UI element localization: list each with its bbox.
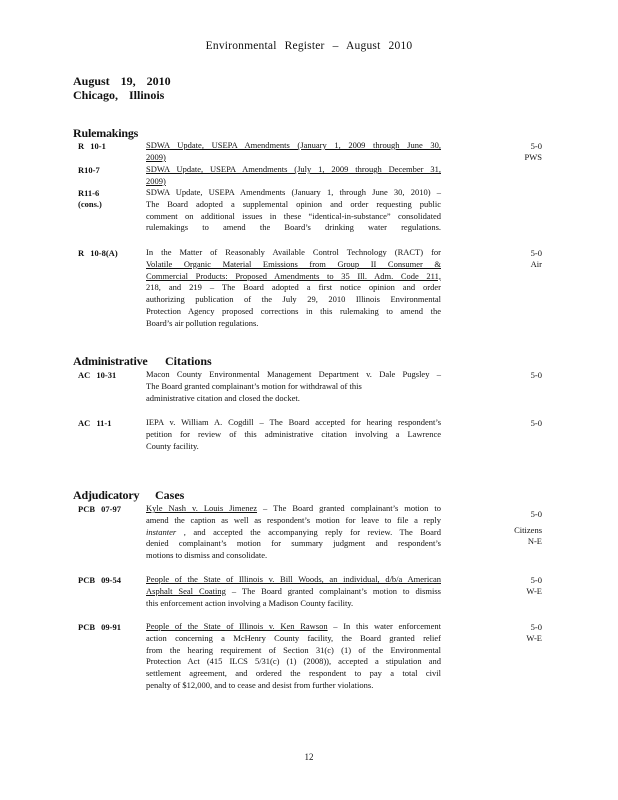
vote-r10-8a: [482, 248, 542, 270]
entry-ac11-1: [146, 417, 441, 452]
entry-ac10-31-line2: The Board granted complainant’s motion for withdrawal of this: [146, 380, 362, 391]
entry-pcb07-97-line1: [146, 503, 441, 515]
docket-r11-6-number: R11-6: [78, 188, 100, 198]
docket-pcb07-97: PCB 07-97: [78, 504, 121, 514]
entry-pcb09-91-line6: penalty of $12,000, and to cease and desist from further violations.: [146, 679, 374, 690]
entry-r10-8a-line6: Protection Agency proposed corrections in this rulemaking to amend the: [146, 305, 441, 316]
entry-ac10-31-line1: Macon County Environmental Management Department v. Dale Pugsley –: [146, 369, 441, 379]
entry-pcb09-91-line4: Protection Act (415 ILCS 5/31(c) (1) (2008)), accepted a stipulation and: [146, 656, 441, 667]
entry-r10-8a-line7: Board’s air pollution regulations.: [146, 317, 259, 328]
vote-pcb09-91: [482, 622, 542, 644]
entry-r11-6-line3: comment on additional issues in these “identical-in-substance” consolidated: [146, 210, 441, 221]
entry-pcb09-91-line1: [146, 621, 441, 633]
instanter-term: instanter: [146, 526, 177, 537]
entry-pcb07-97-line3: [146, 527, 441, 539]
case-caption-cont: Asphalt Seal Coating: [146, 585, 226, 596]
vote-category: Air: [530, 259, 542, 269]
vote-region: W-E: [526, 586, 542, 596]
entry-r11-6-line4: rulemakings to amend the Board’s drinking water regulations.: [146, 222, 441, 233]
entry-r10-7-line2: 2009): [146, 175, 166, 186]
vote-r10-1: [482, 141, 542, 163]
vote-ac10-31: 5-0: [530, 370, 542, 380]
entry-pcb07-97: [146, 503, 441, 562]
entry-r10-8a: [146, 247, 441, 330]
case-caption: People of the State of Illinois v. Ken Rawson: [146, 621, 328, 631]
section-adjudicatory: Adjudicatory: [73, 488, 140, 502]
entry-pcb09-54-line3: this enforcement action involving a Madison County facility.: [146, 597, 354, 608]
entry-r10-8a-line1: In the Matter of Reasonably Available Control Technology (RACT) for: [146, 247, 441, 257]
vote-region: N-E: [527, 536, 542, 546]
section-cases: Cases: [155, 488, 185, 502]
meeting-date: August 19, 2010: [73, 74, 171, 88]
entry-pcb07-97-line4: denied complainant’s motion for summary judgment and respondent’s: [146, 538, 441, 549]
section-administrative: Administrative: [73, 354, 148, 368]
case-summary-start: – The Board granted complainant’s motion to: [257, 503, 441, 513]
entry-r10-8a-line4: 218, and 219 – The Board adopted a first notice opinion and order: [146, 282, 441, 293]
section-citations: Citations: [165, 354, 212, 368]
entry-ac11-1-line2: petition for review of this administrative citation involving a Lawrence: [146, 428, 441, 439]
docket-ac11-1: AC 11-1: [78, 418, 112, 428]
page-header: Environmental Register – August 2010: [205, 40, 413, 52]
docket-ac10-31: AC 10-31: [78, 370, 117, 380]
vote-count: 5-0: [530, 622, 542, 632]
docket-r10-8a: R 10-8(A): [78, 248, 118, 258]
entry-ac11-1-line3: County facility.: [146, 440, 199, 451]
vote-count: 5-0: [530, 575, 542, 585]
meeting-date-block: [73, 74, 171, 102]
entry-r10-8a-line2: Volatile Organic Material Emissions from Group II Consumer &: [146, 258, 441, 269]
entry-pcb09-91-line5: settlement agreement, and ordered the respondent to pay a total civil: [146, 668, 441, 679]
entry-ac10-31: [146, 369, 441, 404]
entry-pcb09-91-line2: action concerning a McHenry County facility, the Board granted relief: [146, 632, 441, 643]
vote-region: W-E: [526, 633, 542, 643]
entry-pcb09-91: [146, 621, 441, 692]
meeting-location: Chicago, Illinois: [73, 88, 165, 102]
case-summary-start: – In this water enforcement: [327, 621, 441, 631]
vote-category: Citizens: [514, 525, 542, 535]
entry-ac10-31-line3: administrative citation and closed the docket.: [146, 392, 300, 403]
entry-r11-6: [146, 187, 441, 234]
entry-r11-6-line2: The Board adopted a supplemental opinion and order requesting public: [146, 198, 441, 209]
docket-pcb09-54: PCB 09-54: [78, 575, 121, 585]
docket-pcb09-91: PCB 09-91: [78, 622, 121, 632]
line3-rest: , and accepted the accompanying reply for review. The Board: [176, 526, 441, 537]
vote-count: 5-0: [530, 509, 542, 519]
entry-ac11-1-line1: IEPA v. William A. Cogdill – The Board accepted for hearing respondent’s: [146, 417, 441, 427]
entry-pcb09-54-line1: People of the State of Illinois v. Bill Woods, an individual, d/b/a American: [146, 574, 441, 584]
section-rulemakings: Rulemakings: [73, 126, 139, 140]
entry-r10-7-line1: SDWA Update, USEPA Amendments (July 1, 2009 through December 31,: [146, 164, 441, 174]
docket-r11-6-cons: (cons.): [78, 198, 102, 209]
page-number: 12: [304, 752, 314, 762]
entry-pcb07-97-line2: amend the caption as well as respondent’s motion for leave to file a reply: [146, 514, 441, 525]
docket-r10-7: R10-7: [78, 165, 100, 175]
vote-count: 5-0: [530, 248, 542, 258]
case-summary-start: – The Board granted complainant’s motion to dismiss: [225, 585, 441, 596]
vote-ac11-1: 5-0: [530, 418, 542, 428]
entry-r11-6-line1: SDWA Update, USEPA Amendments (January 1, through June 30, 2010) –: [146, 187, 441, 197]
vote-pcb09-54: [482, 575, 542, 597]
docket-r10-1: R 10-1: [78, 141, 106, 151]
entry-pcb09-91-line3: from the hearing requirement of Section 31(c) (1) of the Environmental: [146, 644, 441, 655]
case-caption: Kyle Nash v. Louis Jimenez: [146, 503, 258, 513]
entry-r10-7: [146, 164, 441, 188]
vote-pcb07-97: [482, 509, 542, 547]
entry-pcb09-54-line2: [146, 586, 441, 598]
entry-r10-8a-line3: Commercial Products: Proposed Amendments to 35 Ill. Adm. Code 211,: [146, 270, 441, 281]
entry-pcb07-97-line5: motions to dismiss and consolidate.: [146, 550, 268, 561]
vote-count: 5-0: [530, 141, 542, 151]
entry-r10-8a-line5: authorizing publication of the July 29, 2010 Illinois Environmental: [146, 294, 441, 305]
entry-pcb09-54: [146, 574, 441, 609]
entry-r10-1: [146, 140, 441, 164]
entry-r10-1-line1: SDWA Update, USEPA Amendments (January 1, 2009 through June 30,: [146, 140, 441, 150]
vote-category: PWS: [524, 152, 542, 162]
entry-r10-1-line2: 2009): [146, 151, 166, 162]
docket-r11-6: [78, 188, 102, 209]
